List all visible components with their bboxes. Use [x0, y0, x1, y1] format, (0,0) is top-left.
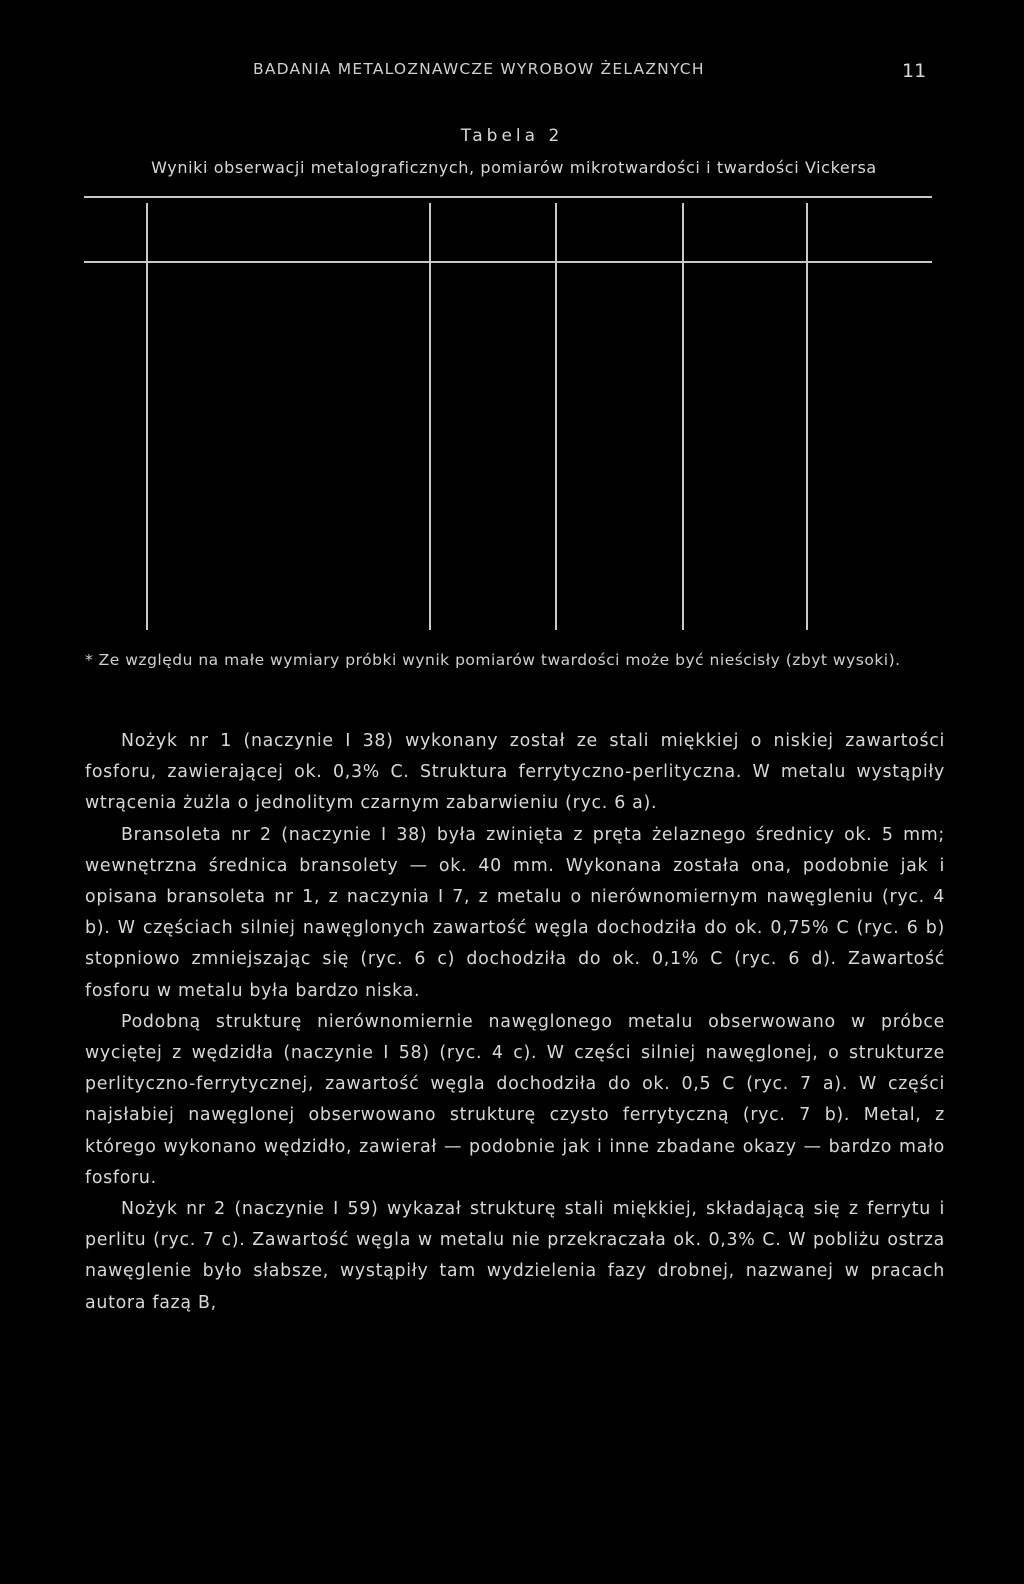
table-column-divider	[429, 203, 431, 630]
paragraph: Podobną strukturę nierównomiernie nawęglonego metalu obserwowano w próbce wyciętej z wędzidła (naczynie I 58) (ryc. 4 c). W części silniej nawęglonej, o strukturze perlityczno-ferrytycznej, zawartość węgla dochodziła do ok. 0,5 C (ryc. 7 a). W części najsłabiej nawęglonej obserwowano strukturę czysto ferrytyczną (ryc. 7 b). Metal, z którego wykonano wędzidło, zawierał — podobnie jak i inne zbadane okazy — bardzo mało fosforu.	[85, 1011, 945, 1188]
table-caption: Wyniki obserwacji metalograficznych, pomiarów mikrotwardości i twardości Vickersa	[151, 158, 877, 177]
table-column-divider	[146, 203, 148, 630]
table-label: Tabela 2	[460, 126, 564, 146]
table-column-divider	[682, 203, 684, 630]
paragraph: Nożyk nr 2 (naczynie I 59) wykazał strukturę stali miękkiej, składającą się z ferrytu i perlitu (ryc. 7 c). Zawartość węgla w metalu nie przekraczała ok. 0,3% C. W pobliżu ostrza nawęglenie było słabsze, wystąpiły tam wydzielenia fazy drobnej, nazwanej w pracach autora fazą B,	[85, 1199, 945, 1313]
table-header-rule	[84, 261, 932, 263]
running-header: BADANIA METALOZNAWCZE WYROBOW ŻELAZNYCH	[253, 60, 705, 78]
table-column-divider	[555, 203, 557, 630]
paragraph: Bransoleta nr 2 (naczynie I 38) była zwinięta z pręta żelaznego średnicy ok. 5 mm; wewnętrzna średnica bransolety — ok. 40 mm. Wykonana została ona, podobnie jak i opisana bransoleta nr 1, z naczynia I 7, z metalu o nierównomiernym nawęgleniu (ryc. 4 b). W częściach silniej nawęglonych zawartość węgla dochodziła do ok. 0,75% C (ryc. 6 b) stopniowo zmniejszając się (ryc. 6 c) dochodziła do ok. 0,1% C (ryc. 6 d). Zawartość fosforu w metalu była bardzo niska.	[85, 824, 945, 1001]
body-text	[85, 726, 945, 1319]
table-column-divider	[806, 203, 808, 630]
paragraph: Nożyk nr 1 (naczynie I 38) wykonany został ze stali miękkiej o niskiej zawartości fosforu, zawierającej ok. 0,3% C. Struktura ferrytyczno-perlityczna. W metalu wystąpiły wtrącenia żużla o jednolitym czarnym zabarwieniu (ryc. 6 a).	[85, 731, 945, 814]
table-footnote: * Ze względu na małe wymiary próbki wynik pomiarów twardości może być nieścisły (zbyt wysoki).	[85, 651, 901, 669]
page-number: 11	[902, 60, 927, 82]
table-top-rule	[84, 196, 932, 198]
